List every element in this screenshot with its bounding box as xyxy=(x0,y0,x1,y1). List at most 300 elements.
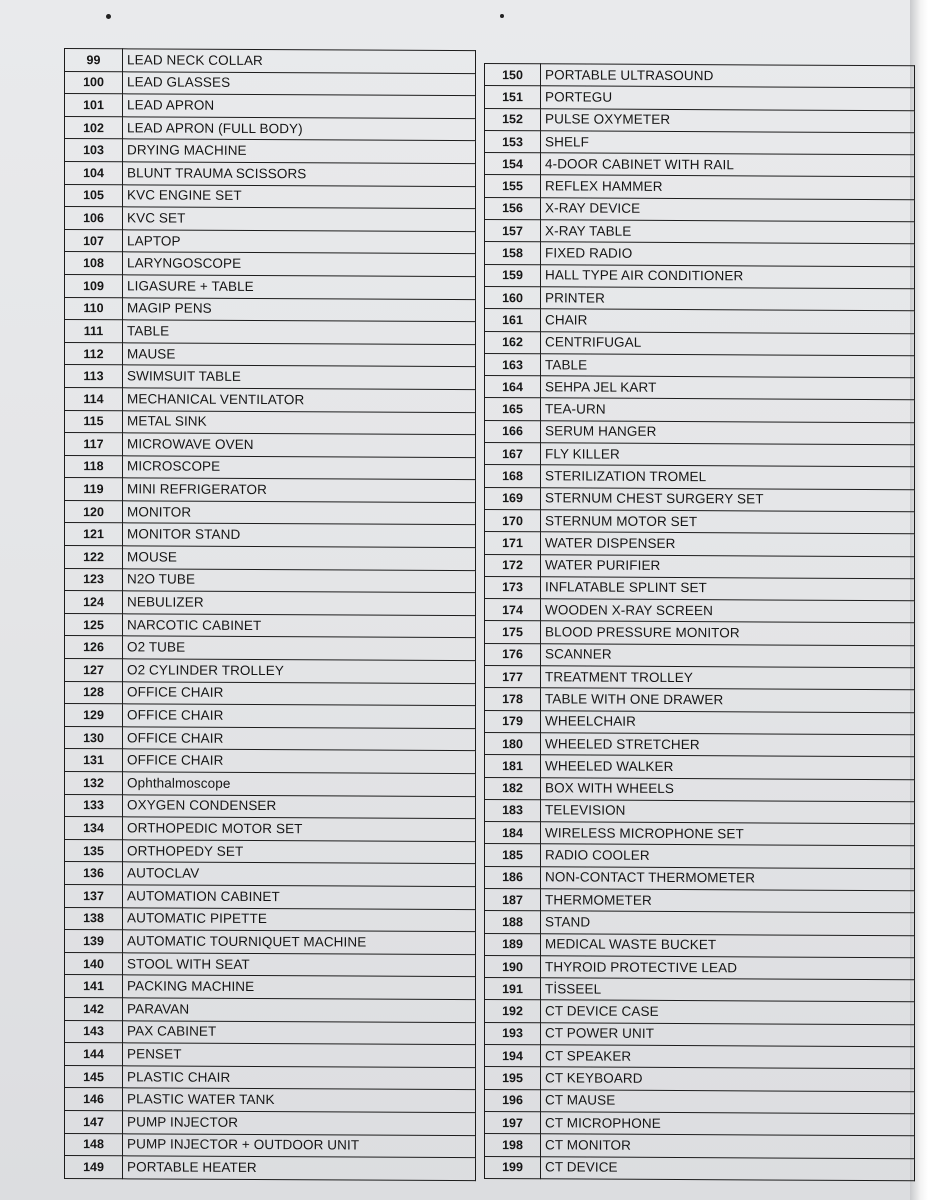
item-number: 166 xyxy=(485,420,541,443)
table-row xyxy=(65,387,476,412)
item-name: CT MONITOR xyxy=(541,1134,915,1158)
item-name: TELEVISION xyxy=(541,800,915,824)
table-row xyxy=(65,907,476,932)
table-row xyxy=(65,274,476,299)
table-row xyxy=(65,546,476,571)
item-number: 121 xyxy=(65,523,123,546)
item-number: 156 xyxy=(485,197,541,220)
table-row xyxy=(485,554,915,579)
table-row xyxy=(485,1134,915,1159)
item-number: 161 xyxy=(485,309,541,332)
table-row xyxy=(485,376,915,401)
item-name: METAL SINK xyxy=(123,410,476,434)
item-number: 127 xyxy=(65,659,123,682)
item-number: 199 xyxy=(485,1156,541,1179)
item-name: STERNUM MOTOR SET xyxy=(541,510,915,534)
item-number: 162 xyxy=(485,331,541,354)
item-number: 165 xyxy=(485,398,541,421)
item-name: PUMP INJECTOR xyxy=(123,1111,476,1135)
item-name: PULSE OXYMETER xyxy=(541,108,915,132)
item-name: LAPTOP xyxy=(123,230,476,254)
item-name: MAGIP PENS xyxy=(123,297,476,321)
table-row xyxy=(485,911,915,936)
item-number: 99 xyxy=(65,49,123,72)
item-name: TREATMENT TROLLEY xyxy=(541,666,915,690)
table-row xyxy=(65,1020,476,1045)
item-number: 188 xyxy=(485,911,541,934)
item-name: TABLE xyxy=(541,354,915,378)
table-row xyxy=(485,331,915,356)
item-name: PENSET xyxy=(123,1043,476,1067)
item-name: OFFICE CHAIR xyxy=(123,749,476,773)
item-name: PUMP INJECTOR + OUTDOOR UNIT xyxy=(123,1133,476,1157)
item-number: 172 xyxy=(485,554,541,577)
item-name: OFFICE CHAIR xyxy=(123,727,476,751)
item-name: N2O TUBE xyxy=(123,568,476,592)
item-name: CT DEVICE xyxy=(541,1156,915,1180)
item-number: 129 xyxy=(65,704,123,727)
item-number: 167 xyxy=(485,443,541,466)
table-row xyxy=(65,613,476,638)
item-number: 175 xyxy=(485,621,541,644)
item-number: 159 xyxy=(485,264,541,287)
item-name: WATER DISPENSER xyxy=(541,532,915,556)
item-number: 128 xyxy=(65,681,123,704)
item-number: 176 xyxy=(485,643,541,666)
table-row xyxy=(485,755,915,780)
item-name: WATER PURIFIER xyxy=(541,554,915,578)
item-name: LARYNGOSCOPE xyxy=(123,252,476,276)
item-number: 125 xyxy=(65,613,123,636)
item-name: MEDICAL WASTE BUCKET xyxy=(541,933,915,957)
item-number: 105 xyxy=(65,184,123,207)
item-name: WHEELCHAIR xyxy=(541,710,915,734)
item-number: 195 xyxy=(485,1067,541,1090)
table-row xyxy=(65,997,476,1022)
item-name: OXYGEN CONDENSER xyxy=(123,794,476,818)
item-name: KVC SET xyxy=(123,207,476,231)
item-number: 152 xyxy=(485,108,541,131)
table-row xyxy=(65,1156,476,1181)
item-name: TABLE WITH ONE DRAWER xyxy=(541,688,915,712)
table-row xyxy=(485,309,915,334)
item-number: 135 xyxy=(65,839,123,862)
item-number: 151 xyxy=(485,86,541,109)
table-row xyxy=(65,817,476,842)
item-number: 191 xyxy=(485,978,541,1001)
table-row xyxy=(65,839,476,864)
item-number: 122 xyxy=(65,546,123,569)
table-row xyxy=(65,975,476,1000)
item-name: INFLATABLE SPLINT SET xyxy=(541,577,915,601)
item-name: TİSSEEL xyxy=(541,978,915,1002)
table-row xyxy=(65,229,476,254)
item-name: OFFICE CHAIR xyxy=(123,704,476,728)
item-name: PLASTIC WATER TANK xyxy=(123,1088,476,1112)
item-number: 103 xyxy=(65,139,123,162)
item-name: REFLEX HAMMER xyxy=(541,175,915,199)
item-number: 111 xyxy=(65,320,123,343)
table-row xyxy=(485,822,915,847)
item-number: 115 xyxy=(65,410,123,433)
table-row xyxy=(65,433,476,458)
table-row xyxy=(485,1089,915,1114)
item-number: 101 xyxy=(65,94,123,117)
item-name: PRINTER xyxy=(541,287,915,311)
item-number: 119 xyxy=(65,478,123,501)
item-name: RADIO COOLER xyxy=(541,844,915,868)
table-row xyxy=(65,297,476,322)
item-number: 123 xyxy=(65,568,123,591)
item-number: 144 xyxy=(65,1043,123,1066)
item-number: 102 xyxy=(65,116,123,139)
table-row xyxy=(65,455,476,480)
table-row xyxy=(65,49,476,74)
item-name: PLASTIC CHAIR xyxy=(123,1066,476,1090)
item-number: 110 xyxy=(65,297,123,320)
item-number: 154 xyxy=(485,153,541,176)
item-number: 193 xyxy=(485,1022,541,1045)
item-number: 126 xyxy=(65,636,123,659)
item-number: 113 xyxy=(65,365,123,388)
item-number: 120 xyxy=(65,500,123,523)
item-name: X-RAY TABLE xyxy=(541,220,915,244)
item-number: 192 xyxy=(485,1000,541,1023)
item-number: 107 xyxy=(65,229,123,252)
table-row xyxy=(65,94,476,119)
item-number: 108 xyxy=(65,252,123,275)
item-name: CT DEVICE CASE xyxy=(541,1000,915,1024)
item-number: 185 xyxy=(485,844,541,867)
item-name: O2 TUBE xyxy=(123,636,476,660)
table-row xyxy=(485,710,915,735)
item-number: 106 xyxy=(65,207,123,230)
table-row xyxy=(65,681,476,706)
table-row xyxy=(485,1045,915,1070)
item-number: 112 xyxy=(65,342,123,365)
inventory-table-left-body xyxy=(65,49,476,1181)
table-row xyxy=(485,153,915,178)
item-number: 190 xyxy=(485,955,541,978)
item-name: PARAVAN xyxy=(123,998,476,1022)
item-number: 177 xyxy=(485,666,541,689)
item-number: 137 xyxy=(65,884,123,907)
table-row xyxy=(485,86,915,111)
item-number: 141 xyxy=(65,975,123,998)
item-number: 182 xyxy=(485,777,541,800)
item-name: MONITOR xyxy=(123,501,476,525)
item-number: 114 xyxy=(65,387,123,410)
table-row xyxy=(65,342,476,367)
item-name: AUTOCLAV xyxy=(123,862,476,886)
item-number: 139 xyxy=(65,930,123,953)
item-name: CHAIR xyxy=(541,309,915,333)
table-row xyxy=(485,599,915,624)
inventory-table-left xyxy=(64,48,476,1181)
table-row xyxy=(485,532,915,557)
table-row xyxy=(65,1065,476,1090)
item-number: 142 xyxy=(65,997,123,1020)
item-name: CT POWER UNIT xyxy=(541,1023,915,1047)
table-row xyxy=(65,1133,476,1158)
item-number: 100 xyxy=(65,71,123,94)
item-number: 143 xyxy=(65,1020,123,1043)
item-name: PAX CABINET xyxy=(123,1020,476,1044)
item-number: 168 xyxy=(485,465,541,488)
table-row xyxy=(485,509,915,534)
item-name: PACKING MACHINE xyxy=(123,975,476,999)
table-row xyxy=(485,398,915,423)
item-name: LIGASURE + TABLE xyxy=(123,275,476,299)
item-name: PORTEGU xyxy=(541,86,915,110)
item-name: LEAD APRON xyxy=(123,94,476,118)
item-number: 189 xyxy=(485,933,541,956)
item-name: Ophthalmoscope xyxy=(123,772,476,796)
item-number: 173 xyxy=(485,576,541,599)
item-name: BLOOD PRESSURE MONITOR xyxy=(541,621,915,645)
table-row xyxy=(485,621,915,646)
item-name: PORTABLE ULTRASOUND xyxy=(541,64,915,88)
item-name: TABLE xyxy=(123,320,476,344)
item-name: MAUSE xyxy=(123,343,476,367)
table-row xyxy=(65,884,476,909)
item-number: 180 xyxy=(485,732,541,755)
table-row xyxy=(65,568,476,593)
table-row xyxy=(65,772,476,797)
item-name: MOUSE xyxy=(123,546,476,570)
ink-dot xyxy=(106,14,111,19)
table-row xyxy=(65,207,476,232)
item-name: CT MICROPHONE xyxy=(541,1112,915,1136)
item-number: 149 xyxy=(65,1156,123,1179)
table-row xyxy=(65,184,476,209)
item-number: 198 xyxy=(485,1134,541,1157)
item-name: THYROID PROTECTIVE LEAD xyxy=(541,956,915,980)
table-row xyxy=(65,71,476,96)
item-number: 148 xyxy=(65,1133,123,1156)
item-number: 164 xyxy=(485,376,541,399)
table-row xyxy=(485,799,915,824)
item-number: 117 xyxy=(65,433,123,456)
item-number: 109 xyxy=(65,274,123,297)
item-number: 124 xyxy=(65,591,123,614)
item-number: 196 xyxy=(485,1089,541,1112)
item-number: 118 xyxy=(65,455,123,478)
table-row xyxy=(485,264,915,289)
item-number: 158 xyxy=(485,242,541,265)
item-name: TEA-URN xyxy=(541,398,915,422)
item-name: PORTABLE HEATER xyxy=(123,1156,476,1180)
item-number: 183 xyxy=(485,799,541,822)
item-number: 104 xyxy=(65,161,123,184)
table-row xyxy=(485,1111,915,1136)
item-name: MONITOR STAND xyxy=(123,523,476,547)
item-name: STERILIZATION TROMEL xyxy=(541,465,915,489)
table-row xyxy=(485,866,915,891)
item-number: 132 xyxy=(65,772,123,795)
table-row xyxy=(485,420,915,445)
item-number: 171 xyxy=(485,532,541,555)
item-number: 169 xyxy=(485,487,541,510)
item-name: MECHANICAL VENTILATOR xyxy=(123,388,476,412)
table-row xyxy=(485,353,915,378)
table-row xyxy=(485,933,915,958)
item-name: LEAD GLASSES xyxy=(123,71,476,95)
table-row xyxy=(65,365,476,390)
item-number: 136 xyxy=(65,862,123,885)
item-number: 131 xyxy=(65,749,123,772)
item-name: FLY KILLER xyxy=(541,443,915,467)
table-row xyxy=(65,862,476,887)
item-number: 160 xyxy=(485,286,541,309)
table-row xyxy=(65,161,476,186)
table-row xyxy=(485,777,915,802)
ink-dot xyxy=(500,14,504,18)
item-name: SERUM HANGER xyxy=(541,421,915,445)
table-row xyxy=(485,955,915,980)
table-row xyxy=(65,500,476,525)
item-number: 147 xyxy=(65,1110,123,1133)
item-name: WHEELED WALKER xyxy=(541,755,915,779)
item-number: 170 xyxy=(485,509,541,532)
item-name: BLUNT TRAUMA SCISSORS xyxy=(123,162,476,186)
item-number: 179 xyxy=(485,710,541,733)
item-number: 146 xyxy=(65,1088,123,1111)
item-number: 133 xyxy=(65,794,123,817)
item-name: ORTHOPEDY SET xyxy=(123,840,476,864)
table-row xyxy=(65,116,476,141)
table-row xyxy=(485,576,915,601)
item-name: WOODEN X-RAY SCREEN xyxy=(541,599,915,623)
item-number: 197 xyxy=(485,1111,541,1134)
table-row xyxy=(485,443,915,468)
table-row xyxy=(485,1156,915,1181)
item-name: STERNUM CHEST SURGERY SET xyxy=(541,487,915,511)
item-name: BOX WITH WHEELS xyxy=(541,777,915,801)
item-name: NON-CONTACT THERMOMETER xyxy=(541,866,915,890)
table-row xyxy=(485,888,915,913)
item-name: MICROWAVE OVEN xyxy=(123,433,476,457)
table-row xyxy=(485,108,915,133)
item-name: SEHPA JEL KART xyxy=(541,376,915,400)
table-row xyxy=(485,64,915,89)
table-row xyxy=(485,643,915,668)
table-row xyxy=(65,252,476,277)
item-name: STOOL WITH SEAT xyxy=(123,953,476,977)
item-number: 174 xyxy=(485,599,541,622)
item-number: 150 xyxy=(485,64,541,87)
table-row xyxy=(65,636,476,661)
table-row xyxy=(485,487,915,512)
item-name: MICROSCOPE xyxy=(123,455,476,479)
item-name: NEBULIZER xyxy=(123,591,476,615)
item-name: WIRELESS MICROPHONE SET xyxy=(541,822,915,846)
table-row xyxy=(65,704,476,729)
item-number: 163 xyxy=(485,353,541,376)
item-number: 157 xyxy=(485,220,541,243)
item-name: NARCOTIC CABINET xyxy=(123,614,476,638)
item-number: 178 xyxy=(485,688,541,711)
item-number: 155 xyxy=(485,175,541,198)
item-name: LEAD APRON (FULL BODY) xyxy=(123,117,476,141)
item-name: 4-DOOR CABINET WITH RAIL xyxy=(541,153,915,177)
table-row xyxy=(65,478,476,503)
table-row xyxy=(485,242,915,267)
item-name: LEAD NECK COLLAR xyxy=(123,49,476,73)
table-row xyxy=(65,523,476,548)
item-name: STAND xyxy=(541,911,915,935)
inventory-table-right-body xyxy=(485,64,915,1181)
item-name: THERMOMETER xyxy=(541,889,915,913)
table-row xyxy=(65,591,476,616)
table-row xyxy=(485,732,915,757)
item-name: SWIMSUIT TABLE xyxy=(123,365,476,389)
item-name: X-RAY DEVICE xyxy=(541,198,915,222)
item-number: 186 xyxy=(485,866,541,889)
table-row xyxy=(485,978,915,1003)
table-row xyxy=(65,1043,476,1068)
item-name: OFFICE CHAIR xyxy=(123,681,476,705)
table-row xyxy=(65,410,476,435)
table-row xyxy=(65,749,476,774)
item-number: 153 xyxy=(485,130,541,153)
table-row xyxy=(65,1088,476,1113)
item-name: ORTHOPEDIC MOTOR SET xyxy=(123,817,476,841)
table-row xyxy=(65,726,476,751)
item-name: AUTOMATION CABINET xyxy=(123,885,476,909)
item-number: 134 xyxy=(65,817,123,840)
item-name: MINI REFRIGERATOR xyxy=(123,478,476,502)
table-row xyxy=(485,286,915,311)
item-name: SCANNER xyxy=(541,644,915,668)
item-name: DRYING MACHINE xyxy=(123,139,476,163)
table-row xyxy=(485,1000,915,1025)
item-number: 181 xyxy=(485,755,541,778)
item-number: 187 xyxy=(485,888,541,911)
table-row xyxy=(65,1110,476,1135)
item-number: 145 xyxy=(65,1065,123,1088)
item-name: WHEELED STRETCHER xyxy=(541,733,915,757)
item-number: 130 xyxy=(65,726,123,749)
item-name: CT KEYBOARD xyxy=(541,1067,915,1091)
table-row xyxy=(65,952,476,977)
table-row xyxy=(485,465,915,490)
table-row xyxy=(65,659,476,684)
table-row xyxy=(65,139,476,164)
item-name: CT MAUSE xyxy=(541,1089,915,1113)
table-row xyxy=(485,666,915,691)
table-row xyxy=(485,844,915,869)
item-number: 138 xyxy=(65,907,123,930)
table-row xyxy=(485,175,915,200)
item-name: SHELF xyxy=(541,131,915,155)
item-name: CENTRIFUGAL xyxy=(541,331,915,355)
table-row xyxy=(485,220,915,245)
table-row xyxy=(485,688,915,713)
inventory-table-right xyxy=(484,63,915,1181)
table-row xyxy=(485,1067,915,1092)
item-name: HALL TYPE AIR CONDITIONER xyxy=(541,264,915,288)
table-row xyxy=(485,197,915,222)
table-row xyxy=(485,1022,915,1047)
item-name: AUTOMATIC TOURNIQUET MACHINE xyxy=(123,930,476,954)
table-row xyxy=(65,794,476,819)
item-number: 194 xyxy=(485,1045,541,1068)
table-row xyxy=(65,930,476,955)
table-row xyxy=(485,130,915,155)
item-number: 184 xyxy=(485,822,541,845)
item-name: KVC ENGINE SET xyxy=(123,184,476,208)
